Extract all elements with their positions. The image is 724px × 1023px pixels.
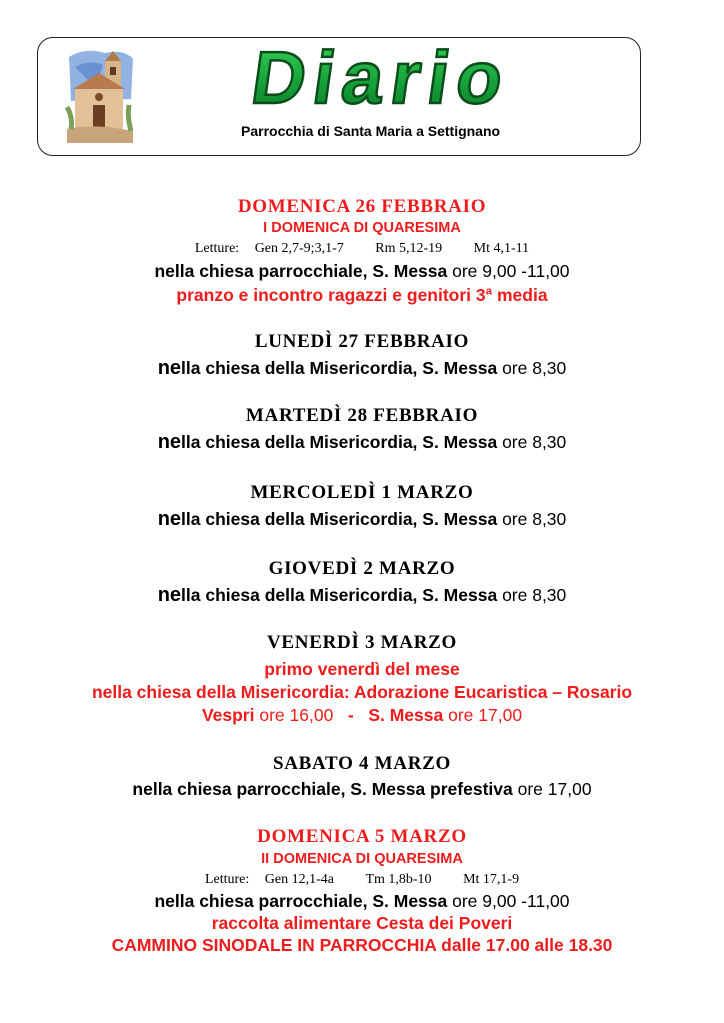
reading-1: Gen 12,1-4a bbox=[264, 872, 334, 887]
reading-3: Mt 4,1-11 bbox=[473, 241, 530, 256]
service bbox=[0, 584, 724, 607]
service bbox=[0, 891, 724, 912]
messa-time: ore 17,00 bbox=[448, 705, 523, 725]
service-place: lla chiesa della Misericordia, S. Messa bbox=[181, 358, 498, 378]
vespri-label: Vespri bbox=[201, 705, 255, 725]
day-subtitle: II DOMENICA DI QUARESIMA bbox=[261, 851, 463, 867]
day-title: DOMENICA 5 MARZO bbox=[257, 826, 467, 847]
service-time: ore 9,00 -11,00 bbox=[452, 891, 570, 911]
reading-3: Mt 17,1-9 bbox=[463, 872, 520, 887]
service-place: lla chiesa della Misericordia, S. Messa bbox=[181, 509, 498, 529]
reading-2: Tm 1,8b-10 bbox=[365, 872, 432, 887]
separator: - bbox=[347, 705, 354, 725]
readings bbox=[0, 872, 724, 888]
service-ne: ne bbox=[157, 357, 182, 379]
day-line-1: primo venerdì del mese bbox=[264, 659, 460, 679]
service-place: lla chiesa della Misericordia, S. Messa bbox=[181, 432, 498, 452]
service bbox=[0, 261, 724, 282]
title-text: Diario bbox=[246, 36, 517, 119]
service-ne: ne bbox=[157, 508, 182, 530]
reading-1: Gen 2,7-9;3,1-7 bbox=[254, 241, 344, 256]
service-time: ore 9,00 -11,00 bbox=[452, 261, 570, 281]
day-title: GIOVEDÌ 2 MARZO bbox=[268, 558, 456, 579]
service-time: ore 8,30 bbox=[502, 358, 567, 378]
service-place: nella chiesa parrocchiale, S. Messa bbox=[154, 261, 448, 281]
service-time: ore 17,00 bbox=[517, 779, 592, 799]
service bbox=[0, 779, 724, 800]
service bbox=[0, 357, 724, 380]
day-title: VENERDÌ 3 MARZO bbox=[267, 632, 457, 653]
readings bbox=[0, 241, 724, 257]
day-line-2: nella chiesa della Misericordia: Adorazione Eucaristica – Rosario bbox=[91, 682, 633, 702]
day-note: pranzo e incontro ragazzi e genitori 3ª media bbox=[176, 285, 548, 305]
service-time: ore 8,30 bbox=[502, 432, 567, 452]
day-note-2: CAMMINO SINODALE IN PARROCCHIA dalle 17.00 alle 18.30 bbox=[111, 935, 613, 955]
day-title: LUNEDÌ 27 FEBBRAIO bbox=[254, 331, 470, 352]
day-subtitle: I DOMENICA DI QUARESIMA bbox=[263, 220, 461, 236]
service bbox=[0, 508, 724, 531]
service bbox=[0, 431, 724, 454]
service-time: ore 8,30 bbox=[502, 585, 567, 605]
service-ne: ne bbox=[157, 584, 182, 606]
day-title: SABATO 4 MARZO bbox=[272, 753, 451, 774]
day-line-3 bbox=[0, 705, 724, 726]
service-place: nella chiesa parrocchiale, S. Messa bbox=[154, 891, 448, 911]
readings-label: Letture: bbox=[194, 241, 240, 256]
service-ne: ne bbox=[157, 431, 182, 453]
reading-2: Rm 5,12-19 bbox=[375, 241, 443, 256]
vespri-time: ore 16,00 bbox=[259, 705, 334, 725]
parish-name: Parrocchia di Santa Maria a Settignano bbox=[241, 123, 501, 139]
day-title: MARTEDÌ 28 FEBBRAIO bbox=[245, 405, 479, 426]
service-place: lla chiesa della Misericordia, S. Messa bbox=[181, 585, 498, 605]
readings-label: Letture: bbox=[204, 872, 250, 887]
messa-label: S. Messa bbox=[368, 705, 444, 725]
day-title: MERCOLEDÌ 1 MARZO bbox=[250, 482, 474, 503]
service-time: ore 8,30 bbox=[502, 509, 567, 529]
day-title: DOMENICA 26 FEBBRAIO bbox=[237, 196, 487, 217]
day-note-1: raccolta alimentare Cesta dei Poveri bbox=[211, 913, 513, 933]
service-place: nella chiesa parrocchiale, S. Messa prefestiva bbox=[132, 779, 513, 799]
